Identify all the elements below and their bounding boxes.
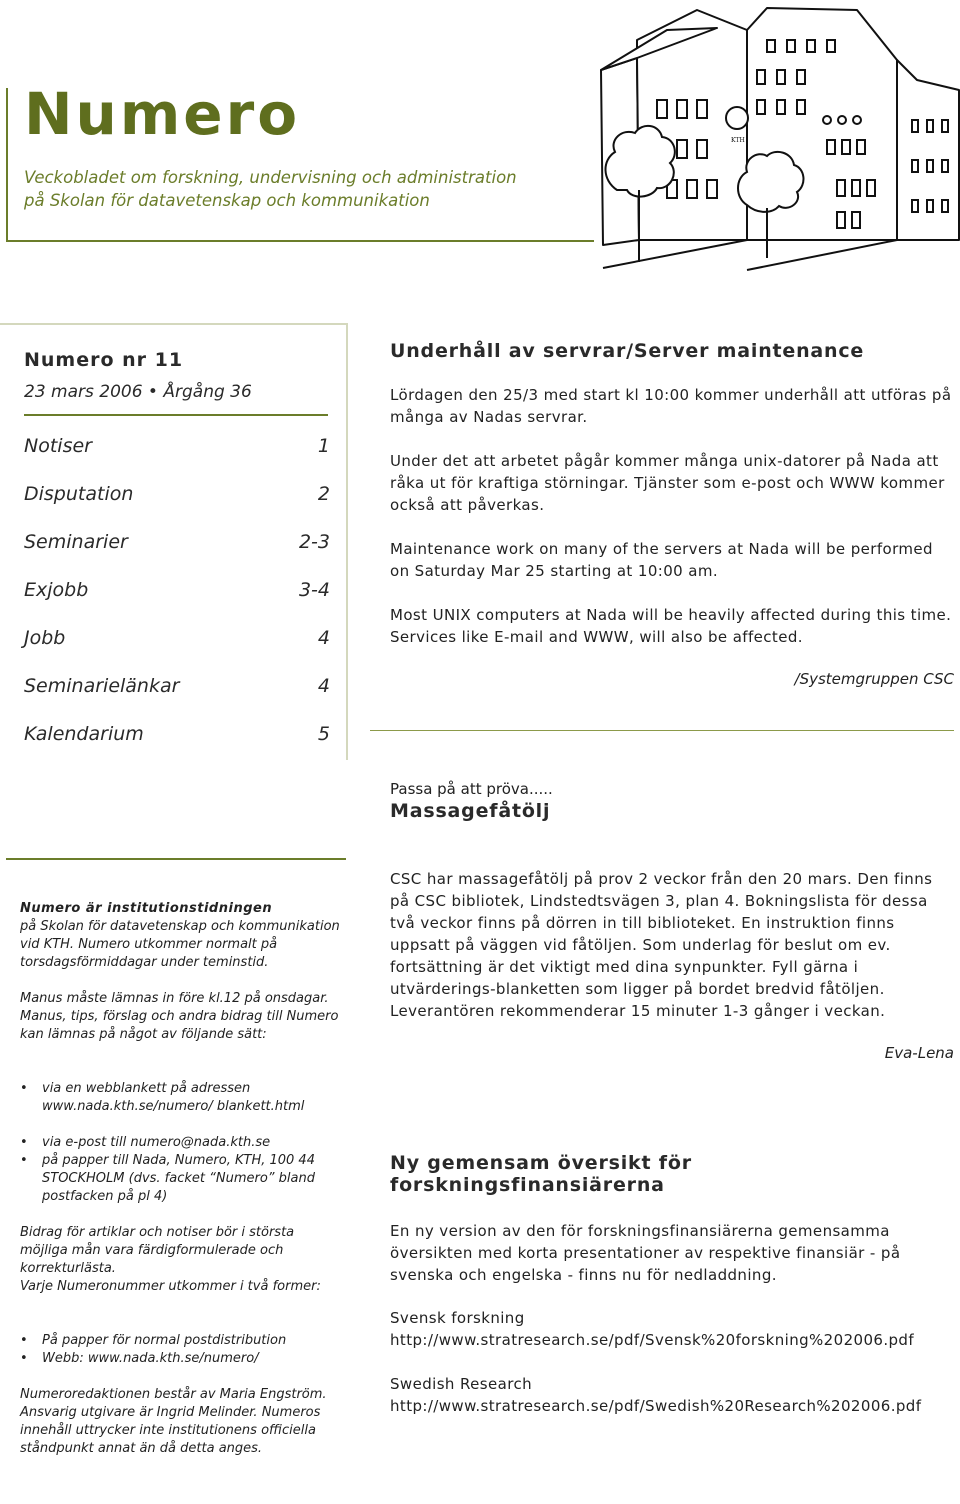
toc-item-jobb[interactable] <box>24 627 330 657</box>
toc-item-page: 1 <box>317 435 330 457</box>
masthead-title: Numero <box>24 80 301 148</box>
sidebar-rule <box>6 858 346 860</box>
funding-paragraph: En ny version av den för forskningsfinansiärerna gemensamma översikten med korta presentationer av respektive finansiär - på svenska och engelska - finns nu för nedladdning. <box>390 1222 901 1284</box>
sidebar-distribution: Varje Numeronummer utkommer i två former: <box>20 1279 321 1294</box>
sidebar-form-2-text: Webb: www.nada.kth.se/numero/ <box>42 1351 259 1366</box>
toc-item-notiser[interactable] <box>24 435 330 465</box>
bullet-icon: • <box>20 1351 28 1366</box>
toc-rule-horizontal <box>0 323 348 325</box>
kth-emblem-icon <box>726 107 748 129</box>
sidebar-intro-bold: Numero är institutionstidningen <box>20 901 273 916</box>
toc-item-label: Exjobb <box>24 579 89 601</box>
funding-link2-url[interactable]: http://www.stratresearch.se/pdf/Swedish%20Research%202006.pdf <box>390 1397 922 1415</box>
funding-link1-label: Svensk forskning <box>390 1309 525 1327</box>
toc-rule-vertical <box>346 323 348 760</box>
masthead-rule-vertical <box>6 88 8 241</box>
funding-link2-label: Swedish Research <box>390 1375 533 1393</box>
maintenance-paragraph-3: Maintenance work on many of the servers at Nada will be performed on Saturday Mar 25 starting at 10:00 am. <box>390 540 933 580</box>
funding-heading-line1: Ny gemensam översikt för <box>390 1152 692 1174</box>
maintenance-paragraph-4: Most UNIX computers at Nada will be heavily affected during this time. Services like E-mail and WWW, will also be affected. <box>390 606 952 646</box>
toc-item-kalendarium[interactable] <box>24 723 330 753</box>
issue-title: Numero nr 11 <box>24 349 184 371</box>
toc-item-disputation[interactable] <box>24 483 330 513</box>
funding-link1-url[interactable]: http://www.stratresearch.se/pdf/Svensk%20forskning%202006.pdf <box>390 1331 915 1349</box>
sidebar-editorial: Numeroredaktionen består av Maria Engström. Ansvarig utgivare är Ingrid Melinder. Numeros innehåll uttrycker inte institutionens officiella ståndpunkt annat än då detta anges. <box>20 1387 327 1456</box>
sidebar-intro-rest: på Skolan för datavetenskap och kommunikation vid KTH. Numero utkommer normalt på torsdagsförmiddagar under teminstid. <box>20 919 340 970</box>
toc-item-page: 4 <box>317 675 330 697</box>
maintenance-heading: Underhåll av servrar/Server maintenance <box>390 340 865 362</box>
sidebar-contrib: Bidrag för artiklar och notiser bör i största möjliga mån vara färdigformulerade och korrekturlästa. <box>20 1225 295 1276</box>
massage-kicker: Passa på att pröva..... <box>390 780 553 798</box>
maintenance-paragraph-1: Lördagen den 25/3 med start kl 10:00 kommer underhåll att utföras på många av Nadas servrar. <box>390 386 952 426</box>
toc-separator <box>24 414 328 416</box>
toc-item-label: Seminarier <box>24 531 128 553</box>
toc-item-label: Disputation <box>24 483 134 505</box>
maintenance-paragraph-2: Under det att arbetet pågår kommer många unix-datorer på Nada att råka ut för kraftiga störningar. Tjänster som e-post och WWW kommer också att påverkas. <box>390 452 945 514</box>
bullet-icon: • <box>20 1081 28 1096</box>
toc-item-seminarier[interactable] <box>24 531 330 561</box>
toc-item-page: 5 <box>317 723 330 745</box>
massage-paragraph: CSC har massagefåtölj på prov 2 veckor från den 20 mars. Den finns på CSC bibliotek, Lindstedtsvägen 3, plan 4. Bokningslista för dessa två veckor finns på dörren in till biblioteket. En instruktion finns uppsatt på väggen vid fåtöljen. Som underlag för beslut om ev. fortsättning är det viktigt med dina synpunkter. Fyll gärna i utvärderings-blanketten som ligger på bordet bredvid fåtöljen. Leverantören rekommenderar 15 minuter 1-3 gånger i veckan. <box>390 870 933 1020</box>
sidebar-way-2-text: via e-post till numero@nada.kth.se <box>42 1135 271 1150</box>
toc-item-label: Seminarielänkar <box>24 675 180 697</box>
bullet-icon: • <box>20 1135 28 1150</box>
sidebar-intro <box>20 900 342 972</box>
toc-item-page: 4 <box>317 627 330 649</box>
funding-heading-line2: forskningsfinansiärerna <box>390 1174 665 1196</box>
masthead-rule-horizontal <box>6 240 594 242</box>
toc-item-seminarielankar[interactable] <box>24 675 330 705</box>
masthead-tagline-line2: på Skolan för datavetenskap och kommunikation <box>24 191 430 210</box>
massage-heading: Massagefåtölj <box>390 800 551 822</box>
toc-item-label: Kalendarium <box>24 723 144 745</box>
toc-item-page: 2-3 <box>298 531 330 553</box>
bullet-icon: • <box>20 1153 28 1168</box>
article-separator <box>370 730 954 731</box>
kth-logo-text: KTH <box>731 137 745 144</box>
toc-item-label: Notiser <box>24 435 92 457</box>
masthead-tagline-line1: Veckobladet om forskning, undervisning och administration <box>24 168 517 187</box>
sidebar-deadline: Manus måste lämnas in före kl.12 på onsdagar. Manus, tips, förslag och andra bidrag till Numero kan lämnas på något av följande sätt: <box>20 991 339 1042</box>
toc-item-page: 2 <box>317 483 330 505</box>
toc-item-label: Jobb <box>24 627 66 649</box>
issue-date: 23 mars 2006 • Årgång 36 <box>24 382 252 402</box>
sidebar-way-1-text: via en webblankett på adressen www.nada.kth.se/numero/ blankett.html <box>42 1081 305 1114</box>
sidebar-way-3-text: på papper till Nada, Numero, KTH, 100 44 STOCKHOLM (dvs. facket “Numero” bland postfacken på pl 4) <box>42 1153 315 1204</box>
sidebar-form-1-text: På papper för normal postdistribution <box>42 1333 287 1348</box>
bullet-icon: • <box>20 1333 28 1348</box>
maintenance-signature: /Systemgruppen CSC <box>794 670 954 688</box>
massage-signature: Eva-Lena <box>884 1044 954 1062</box>
kth-building-illustration <box>597 0 960 275</box>
toc-item-page: 3-4 <box>298 579 330 601</box>
toc-item-exjobb[interactable] <box>24 579 330 609</box>
